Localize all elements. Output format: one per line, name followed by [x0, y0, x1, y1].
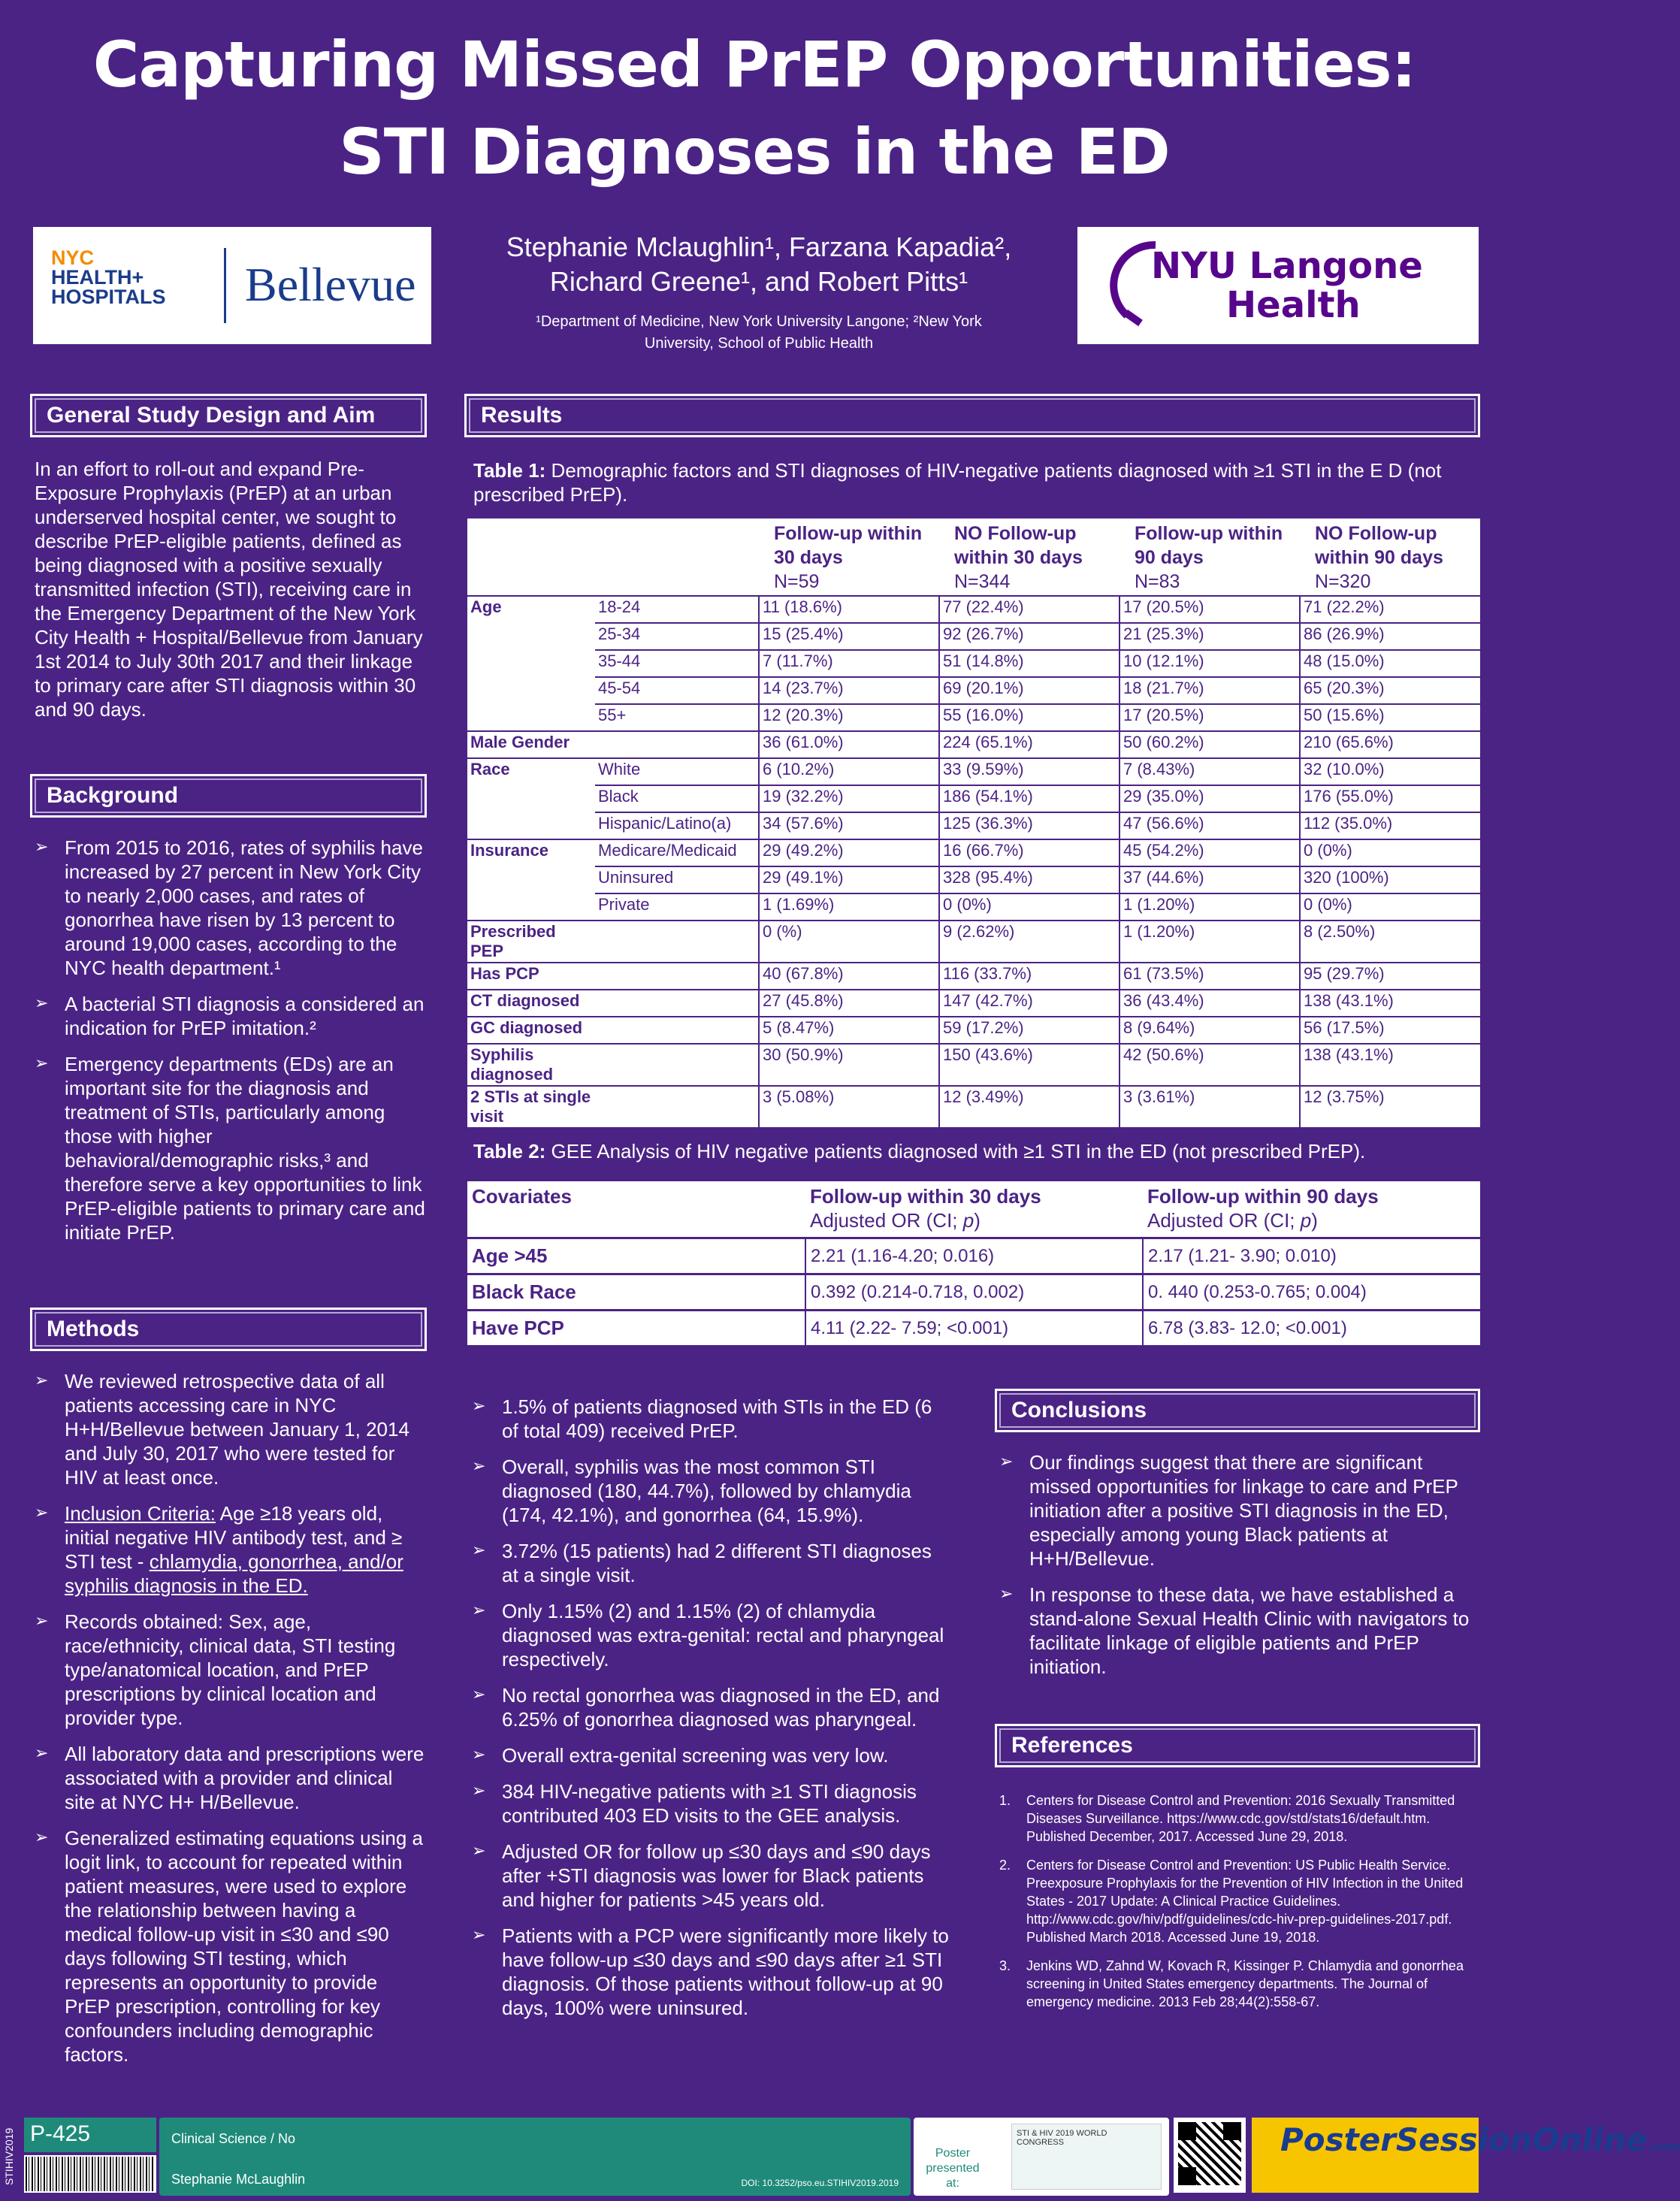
table1-cell: 224 (65.1%)	[939, 731, 1119, 758]
table1-cell: 37 (44.6%)	[1119, 866, 1300, 893]
logo-nyu-health-text: Health	[1226, 284, 1361, 326]
table1-header-row	[467, 519, 1480, 596]
table1-cell: 3 (5.08%)	[759, 1086, 939, 1129]
logo-nyu-langone-text: NYU Langone	[1151, 245, 1423, 287]
conclusions-list	[999, 1450, 1480, 1691]
table2-header-label: Follow-up within 90 days	[1147, 1185, 1379, 1208]
table1-cell: 5 (8.47%)	[759, 1017, 939, 1044]
table1-cell: 150 (43.6%)	[939, 1044, 1119, 1086]
table1-cell-category: Race	[467, 758, 595, 785]
logo-hospitals-text: HOSPITALS	[51, 286, 166, 308]
table1-body	[467, 596, 1480, 1129]
table1-cell-subcategory	[595, 1044, 759, 1086]
table1-cell: 112 (35.0%)	[1300, 812, 1480, 839]
table1-cell: 51 (14.8%)	[939, 650, 1119, 677]
results-item: ➢ 1.5% of patients diagnosed with STIs in the ED (6 of total 409) received PrEP.	[472, 1395, 953, 1443]
table1-cell: 10 (12.1%)	[1119, 650, 1300, 677]
methods-item: ➢ We reviewed retrospective data of all patients accessing care in NYC H+H/Bellevue between January 1, 2014 and July 30, 2017 who were tested for HIV at least once.	[35, 1369, 425, 1489]
table1-cell: 69 (20.1%)	[939, 677, 1119, 704]
table1-cell: 17 (20.5%)	[1119, 704, 1300, 731]
table2-caption	[473, 1139, 1480, 1163]
table1-cell: 47 (56.6%)	[1119, 812, 1300, 839]
table1-cell: 12 (20.3%)	[759, 704, 939, 731]
table1-row	[467, 963, 1480, 990]
qr-code-pattern	[1178, 2122, 1241, 2185]
table2-caption-text: GEE Analysis of HIV negative patients diagnosed with ≥1 STI in the ED (not prescribed PrEP).	[545, 1140, 1366, 1162]
table1-cell: 18 (21.7%)	[1119, 677, 1300, 704]
inclusion-criteria-label: Inclusion Criteria:	[65, 1502, 216, 1525]
logo-health-text: HEALTH+	[51, 266, 144, 289]
footer-info-panel	[159, 2118, 911, 2196]
table1-cell: 56 (17.5%)	[1300, 1017, 1480, 1044]
table1-header-label: Follow-up within 90 days	[1135, 523, 1283, 568]
nyc-health-hospitals-logo	[51, 248, 166, 307]
table1-row	[467, 866, 1480, 893]
table1-cell: 116 (33.7%)	[939, 963, 1119, 990]
table2-cell: 6.78 (3.83- 12.0; <0.001)	[1143, 1311, 1480, 1347]
table1-cell: 328 (95.4%)	[939, 866, 1119, 893]
table1-row	[467, 812, 1480, 839]
table2-cell: 4.11 (2.22- 7.59; <0.001)	[805, 1311, 1143, 1347]
table1-cell-category: Age	[467, 596, 595, 623]
table2-row	[467, 1311, 1480, 1347]
table1-cell-category: Insurance	[467, 839, 595, 866]
reference-item	[999, 1957, 1480, 2011]
bellevue-logo-text: Bellevue	[245, 258, 416, 311]
table1-row	[467, 990, 1480, 1017]
nyu-langone-health-logo	[1077, 227, 1479, 344]
logo-nyc-text: NYC	[51, 246, 95, 269]
table1-cell: 210 (65.6%)	[1300, 731, 1480, 758]
table2-header-sub	[810, 1208, 1138, 1232]
footer-presenter: Stephanie McLaughlin	[171, 2172, 306, 2187]
table1-cell: 6 (10.2%)	[759, 758, 939, 785]
table2-gee	[467, 1181, 1480, 1347]
table1-cell: 34 (57.6%)	[759, 812, 939, 839]
table1-cell-category	[467, 623, 595, 650]
design-text: In an effort to roll-out and expand Pre-Exposure Prophylaxis (PrEP) at an urban underserved hospital center, we sought to describe PrEP-eligible patients, defined as being diagnosed with a positive sexually transmitted infection (STI), receiving care in the Emergency Department of the New York City Health + Hospital/Bellevue from January 1st 2014 to July 30th 2017 and their linkage to primary care after STI diagnosis within 30 and 90 days.	[35, 458, 423, 721]
table1-row	[467, 1044, 1480, 1086]
results-item: ➢ Overall extra-genital screening was very low.	[472, 1743, 953, 1767]
footer-doi[interactable]: DOI: 10.3252/pso.eu.STIHIV2019.2019	[741, 2178, 899, 2188]
table1-cell: 50 (15.6%)	[1300, 704, 1480, 731]
table1-cell: 0 (0%)	[1300, 893, 1480, 921]
table1-cell-subcategory: 45-54	[595, 677, 759, 704]
table1-cell: 8 (9.64%)	[1119, 1017, 1300, 1044]
table2-cell-covariate: Age >45	[467, 1238, 805, 1274]
table1-cell-category: 2 STIs at single visit	[467, 1086, 595, 1129]
table1-cell: 8 (2.50%)	[1300, 921, 1480, 963]
section-title-conclusions: Conclusions	[999, 1393, 1476, 1428]
results-list	[472, 1395, 953, 2032]
table1-cell: 125 (36.3%)	[939, 812, 1119, 839]
table2-sub-p: p	[962, 1209, 974, 1232]
table2-header-sub	[1147, 1208, 1476, 1232]
poster-session-online-logo[interactable]	[1252, 2118, 1680, 2193]
affiliation-line-1: ¹Department of Medicine, New York University Langone; ²New York	[536, 313, 982, 330]
pso-logo-com: .com	[1647, 2139, 1680, 2154]
title-line-2: STI Diagnoses in the ED	[339, 115, 1170, 189]
table1-row	[467, 921, 1480, 963]
table1-cell: 71 (22.2%)	[1300, 596, 1480, 623]
table2-sub-p: p	[1300, 1209, 1312, 1232]
table1-cell: 27 (45.8%)	[759, 990, 939, 1017]
table1-cell-subcategory: 18-24	[595, 596, 759, 623]
table1-cell: 320 (100%)	[1300, 866, 1480, 893]
reference-text: Jenkins WD, Zahnd W, Kovach R, Kissinger P. Chlamydia and gonorrhea screening in United States emergency departments. The Journal of emergency medicine. 2013 Feb 28;44(2):558-67.	[1026, 1958, 1464, 2009]
background-item: ➢ From 2015 to 2016, rates of syphilis have increased by 27 percent in New York City to nearly 2,000 cases, and rates of gonorrhea have risen by 13 percent to around 19,000 cases, according to the NYC health department.¹	[35, 836, 425, 980]
table1-caption-label: Table 1:	[473, 459, 546, 482]
table1-cell-category: Male Gender	[467, 731, 595, 758]
section-title-design: General Study Design and Aim	[35, 398, 422, 433]
methods-item: ➢ All laboratory data and prescriptions were associated with a provider and clinical site at NYC H+ H/Bellevue.	[35, 1742, 425, 1814]
results-item: ➢ Overall, syphilis was the most common STI diagnosed (180, 44.7%), followed by chlamydia (174, 42.1%), and gonorrhea (64, 15.9%).	[472, 1455, 953, 1527]
table1-cell: 42 (50.6%)	[1119, 1044, 1300, 1086]
reference-item	[999, 1791, 1480, 1846]
reference-text: Centers for Disease Control and Prevention: 2016 Sexually Transmitted Diseases Surveillance. https://www.cdc.gov/std/stats16/default.htm. Published December, 2017. Accessed June 29, 2018.	[1026, 1793, 1455, 1844]
table1-row	[467, 1086, 1480, 1129]
table2-cell: 0.392 (0.214-0.718, 0.002)	[805, 1274, 1143, 1311]
table1-cell: 0 (0%)	[939, 893, 1119, 921]
table1-cell-subcategory	[595, 990, 759, 1017]
qr-code-icon[interactable]	[1174, 2118, 1246, 2193]
table1-cell: 14 (23.7%)	[759, 677, 939, 704]
table1-cell: 59 (17.2%)	[939, 1017, 1119, 1044]
methods-item: ➢ Records obtained: Sex, age, race/ethnicity, clinical data, STI testing type/anatomical location, and PrEP prescriptions by clinical location and provider type.	[35, 1610, 425, 1730]
reference-number: 3.	[999, 1958, 1011, 1973]
table1-row	[467, 893, 1480, 921]
affiliations	[466, 311, 1052, 355]
section-title-background: Background	[35, 779, 422, 813]
table1-cell: 1 (1.69%)	[759, 893, 939, 921]
table1-header-empty	[595, 519, 759, 596]
conclusions-item: ➢ In response to these data, we have established a stand-alone Sexual Health Clinic with navigators to facilitate linkage of eligible patients and PrEP initiation.	[999, 1583, 1480, 1679]
table1-demographics	[467, 519, 1480, 1129]
table1-cell-subcategory	[595, 1017, 759, 1044]
table1-cell: 12 (3.49%)	[939, 1086, 1119, 1129]
footer-category: Clinical Science / No	[171, 2131, 296, 2146]
conclusions-item: ➢ Our findings suggest that there are significant missed opportunities for linkage to care and PrEP initiation after a positive STI diagnosis in the ED, especially among young Black patients at H+H/Bellevue.	[999, 1450, 1480, 1571]
footer-presented-at	[914, 2118, 1169, 2196]
references-list	[999, 1791, 1480, 2021]
footer-side-label: STIHIV2019	[3, 2127, 15, 2186]
table1-caption	[473, 458, 1473, 506]
table2-header-row	[467, 1181, 1480, 1238]
table1-cell: 77 (22.4%)	[939, 596, 1119, 623]
logo-divider	[224, 248, 226, 323]
table2-sub-text: Adjusted OR (CI;	[810, 1209, 963, 1232]
table1-cell-subcategory: Black	[595, 785, 759, 812]
table1-cell: 86 (26.9%)	[1300, 623, 1480, 650]
table1-cell: 48 (15.0%)	[1300, 650, 1480, 677]
table1-header-label: NO Follow-up within 30 days	[954, 523, 1083, 568]
table1-cell: 19 (32.2%)	[759, 785, 939, 812]
table1-cell: 29 (49.1%)	[759, 866, 939, 893]
reference-text: Centers for Disease Control and Prevention: US Public Health Service. Preexposure Prophylaxis for the Prevention of HIV Infection in the United States - 2017 Update: A Clinical Practice Guidelines. http://www.cdc.gov/hiv/pdf/guidelines/cdc-hiv-prep-guidelines-2017.pdf. Published March 2018. Accessed June 19, 2018.	[1026, 1858, 1464, 1945]
table1-cell: 1 (1.20%)	[1119, 921, 1300, 963]
table1-cell-subcategory	[595, 1086, 759, 1129]
section-header-results	[464, 394, 1480, 437]
table1-cell: 186 (54.1%)	[939, 785, 1119, 812]
table1-cell-subcategory: Medicare/Medicaid	[595, 839, 759, 866]
table1-row	[467, 650, 1480, 677]
background-list	[35, 836, 425, 1256]
results-item: ➢ No rectal gonorrhea was diagnosed in the ED, and 6.25% of gonorrhea diagnosed was pharyngeal.	[472, 1683, 953, 1731]
table1-header-col	[759, 519, 939, 596]
table2-cell: 2.17 (1.21- 3.90; 0.010)	[1143, 1238, 1480, 1274]
nyu-logo-text	[1151, 246, 1423, 325]
table1-cell-category: Syphilis diagnosed	[467, 1044, 595, 1086]
table2-sub-text: Adjusted OR (CI;	[1147, 1209, 1301, 1232]
table1-cell-subcategory: 25-34	[595, 623, 759, 650]
table1-cell: 65 (20.3%)	[1300, 677, 1480, 704]
table1-cell-category	[467, 812, 595, 839]
table1-row	[467, 758, 1480, 785]
methods-list	[35, 1369, 425, 2079]
table1-cell: 138 (43.1%)	[1300, 990, 1480, 1017]
title-line-1: Capturing Missed PrEP Opportunities:	[92, 28, 1416, 101]
table1-cell-subcategory: White	[595, 758, 759, 785]
table1-cell: 11 (18.6%)	[759, 596, 939, 623]
table1-caption-text: Demographic factors and STI diagnoses of HIV-negative patients diagnosed with ≥1 STI in the E D (not prescribed PrEP).	[473, 459, 1442, 506]
table1-cell: 21 (25.3%)	[1119, 623, 1300, 650]
authors-line-2: Richard Greene¹, and Robert Pitts¹	[549, 266, 968, 297]
table1-cell: 45 (54.2%)	[1119, 839, 1300, 866]
table1-cell-subcategory	[595, 963, 759, 990]
table1-cell: 1 (1.20%)	[1119, 893, 1300, 921]
section-header-references	[995, 1724, 1480, 1767]
results-item: ➢ 3.72% (15 patients) had 2 different STI diagnoses at a single visit.	[472, 1539, 953, 1587]
poster-number: P-425	[24, 2118, 156, 2152]
table1-header-empty	[467, 519, 595, 596]
section-header-design	[30, 394, 427, 437]
table1-row	[467, 623, 1480, 650]
table2-caption-label: Table 2:	[473, 1140, 546, 1162]
table1-cell-subcategory: 55+	[595, 704, 759, 731]
section-header-conclusions	[995, 1389, 1480, 1432]
table1-header-col	[1119, 519, 1300, 596]
table2-sub-end: )	[974, 1209, 981, 1232]
table1-cell-category: Prescribed PEP	[467, 921, 595, 963]
table1-cell: 15 (25.4%)	[759, 623, 939, 650]
table1-cell-category: GC diagnosed	[467, 1017, 595, 1044]
table1-header-n: N=320	[1315, 571, 1371, 592]
table1-cell-category: Has PCP	[467, 963, 595, 990]
table1-cell: 147 (42.7%)	[939, 990, 1119, 1017]
pso-logo-text: PosterSessionOnline	[1280, 2121, 1648, 2158]
table1-cell-category	[467, 785, 595, 812]
table1-cell-category	[467, 893, 595, 921]
table1-cell-category	[467, 704, 595, 731]
table2-cell: 0. 440 (0.253-0.765; 0.004)	[1143, 1274, 1480, 1311]
table1-cell: 7 (8.43%)	[1119, 758, 1300, 785]
table1-cell: 30 (50.9%)	[759, 1044, 939, 1086]
table1-cell: 138 (43.1%)	[1300, 1044, 1480, 1086]
table1-row	[467, 677, 1480, 704]
section-title-references: References	[999, 1728, 1476, 1763]
table1-row	[467, 785, 1480, 812]
table2-header-col	[1143, 1181, 1480, 1238]
table2-header-label: Follow-up within 30 days	[810, 1185, 1041, 1208]
table2-cell-covariate: Black Race	[467, 1274, 805, 1311]
table1-cell-category	[467, 677, 595, 704]
results-item: ➢ Only 1.15% (2) and 1.15% (2) of chlamydia diagnosed was extra-genital: rectal and pharyngeal respectively.	[472, 1599, 953, 1671]
table1-header-n: N=83	[1135, 571, 1180, 592]
reference-item	[999, 1856, 1480, 1946]
table1-cell: 95 (29.7%)	[1300, 963, 1480, 990]
nyc-health-hospitals-bellevue-logo	[33, 227, 431, 344]
table1-cell-subcategory	[595, 731, 759, 758]
inclusion-criteria-sti: chlamydia, gonorrhea, and/or syphilis diagnosis in the ED.	[65, 1550, 403, 1597]
table1-row	[467, 704, 1480, 731]
table1-cell-subcategory: Private	[595, 893, 759, 921]
table1-cell: 0 (0%)	[1300, 839, 1480, 866]
table1-row	[467, 596, 1480, 623]
table2-row	[467, 1238, 1480, 1274]
table1-cell-category	[467, 866, 595, 893]
table1-cell: 36 (61.0%)	[759, 731, 939, 758]
table1-cell: 29 (49.2%)	[759, 839, 939, 866]
congress-logo: STI & HIV 2019 WORLD CONGRESS	[1011, 2124, 1162, 2190]
table2-header-col	[805, 1181, 1143, 1238]
table1-cell: 33 (9.59%)	[939, 758, 1119, 785]
table2-cell: 2.21 (1.16-4.20; 0.016)	[805, 1238, 1143, 1274]
table2-cell-covariate: Have PCP	[467, 1311, 805, 1347]
table2-header-covariates: Covariates	[472, 1185, 572, 1208]
table1-cell: 16 (66.7%)	[939, 839, 1119, 866]
affiliation-line-2: University, School of Public Health	[644, 335, 874, 352]
table2-sub-end: )	[1311, 1209, 1318, 1232]
table1-cell: 0 (%)	[759, 921, 939, 963]
table1-cell: 17 (20.5%)	[1119, 596, 1300, 623]
table1-header-col	[939, 519, 1119, 596]
table1-cell: 29 (35.0%)	[1119, 785, 1300, 812]
results-item: ➢ Patients with a PCP were significantly more likely to have follow-up ≤30 days and ≤90 days after ≥1 STI diagnosis. Of those patients without follow-up at 90 days, 100% were uninsured.	[472, 1924, 953, 2020]
methods-item: ➢ Generalized estimating equations using a logit link, to account for repeated within patient measures, were used to explore the relationship between having a medical follow-up visit in ≤30 and ≤90 days following STI testing, which represents an opportunity to provide PrEP prescription, controlling for key confounders including demographic factors.	[35, 1826, 425, 2066]
table1-cell-category: CT diagnosed	[467, 990, 595, 1017]
table1-header-n: N=344	[954, 571, 1011, 592]
results-item: ➢ Adjusted OR for follow up ≤30 days and ≤90 days after +STI diagnosis was lower for Black patients and higher for patients >45 years old.	[472, 1840, 953, 1912]
table1-row	[467, 1017, 1480, 1044]
section-title-results: Results	[469, 398, 1476, 433]
inclusion-criteria-text: Age ≥18 years old, initial negative HIV antibody test, and ≥ STI test -	[65, 1502, 403, 1573]
table1-cell: 32 (10.0%)	[1300, 758, 1480, 785]
table1-cell-subcategory: Uninsured	[595, 866, 759, 893]
table1-cell: 40 (67.8%)	[759, 963, 939, 990]
section-header-methods	[30, 1308, 427, 1351]
table1-cell-subcategory: 35-44	[595, 650, 759, 677]
table1-cell: 9 (2.62%)	[939, 921, 1119, 963]
table1-row	[467, 731, 1480, 758]
table1-cell: 176 (55.0%)	[1300, 785, 1480, 812]
poster-title	[0, 21, 1509, 195]
table1-cell-subcategory: Hispanic/Latino(a)	[595, 812, 759, 839]
background-item: ➢ A bacterial STI diagnosis a considered an indication for PrEP imitation.²	[35, 992, 425, 1040]
table1-header-label: Follow-up within 30 days	[774, 523, 923, 568]
table1-cell: 92 (26.7%)	[939, 623, 1119, 650]
section-header-background	[30, 774, 427, 818]
table1-header-n: N=59	[774, 571, 820, 592]
authors	[451, 230, 1067, 299]
background-item: ➢ Emergency departments (EDs) are an important site for the diagnosis and treatment of STIs, particularly among those with higher behavioral/demographic risks,³ and therefore serve a key opportunities to link PrEP-eligible patients to primary care and initiate PrEP.	[35, 1052, 425, 1244]
table1-header-col	[1300, 519, 1480, 596]
table2-row	[467, 1274, 1480, 1311]
reference-number: 2.	[999, 1858, 1011, 1873]
presented-at-label: Poster presented at:	[926, 2147, 980, 2190]
methods-item-inclusion	[35, 1501, 425, 1598]
table1-cell: 12 (3.75%)	[1300, 1086, 1480, 1129]
section-title-methods: Methods	[35, 1312, 422, 1347]
table1-cell: 55 (16.0%)	[939, 704, 1119, 731]
results-item: ➢ 384 HIV-negative patients with ≥1 STI diagnosis contributed 403 ED visits to the GEE analysis.	[472, 1779, 953, 1828]
reference-number: 1.	[999, 1793, 1011, 1808]
table1-cell: 3 (3.61%)	[1119, 1086, 1300, 1129]
barcode-icon	[24, 2155, 156, 2193]
table1-row	[467, 839, 1480, 866]
table1-cell: 7 (11.7%)	[759, 650, 939, 677]
authors-line-1: Stephanie Mclaughlin¹, Farzana Kapadia²,	[506, 231, 1012, 262]
table1-cell: 36 (43.4%)	[1119, 990, 1300, 1017]
table1-cell-subcategory	[595, 921, 759, 963]
table1-cell-category	[467, 650, 595, 677]
table1-header-label: NO Follow-up within 90 days	[1315, 523, 1443, 568]
table1-cell: 50 (60.2%)	[1119, 731, 1300, 758]
table1-cell: 61 (73.5%)	[1119, 963, 1300, 990]
